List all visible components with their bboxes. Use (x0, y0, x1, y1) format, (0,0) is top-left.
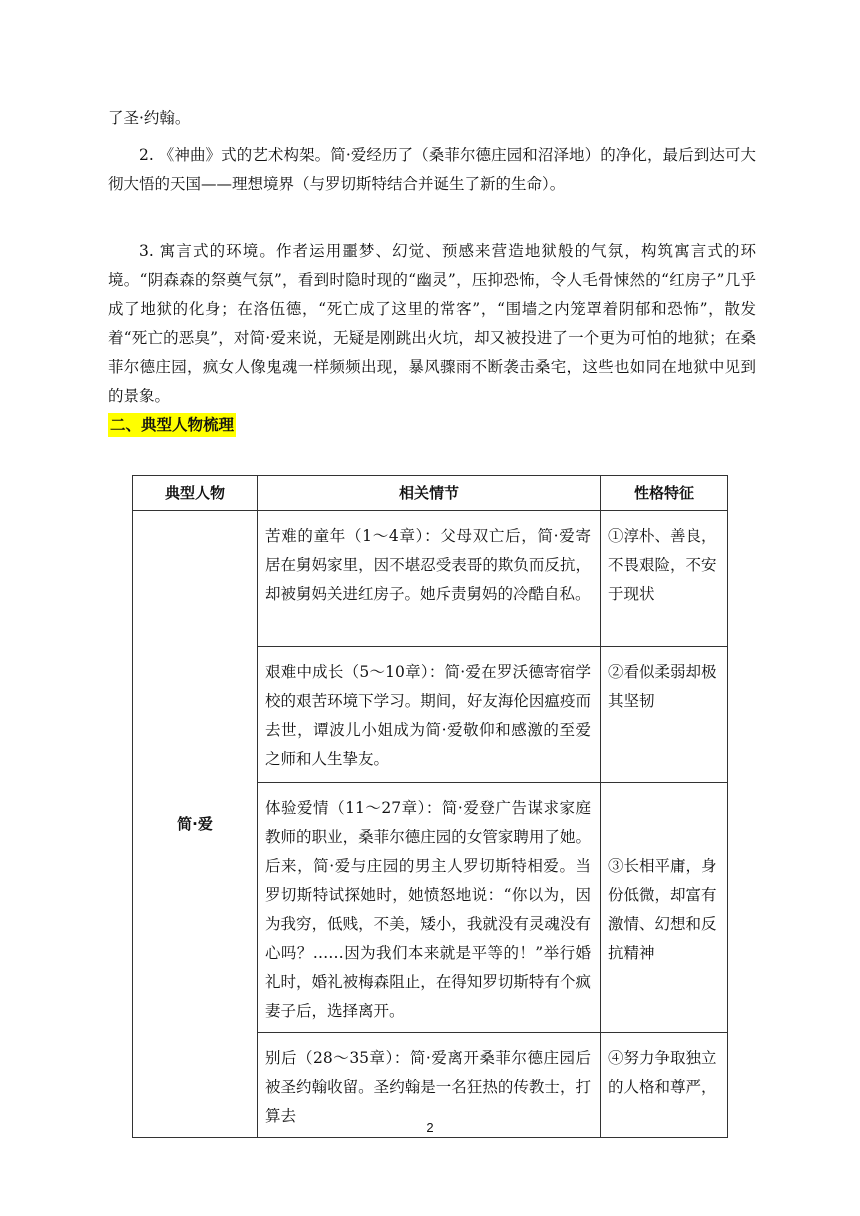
trait-cell: ③长相平庸，身份低微，却富有激情、幻想和反抗精神 (601, 783, 728, 1033)
header-traits: 性格特征 (601, 476, 728, 511)
paragraph-1: 了圣·约翰。 (108, 109, 191, 127)
page-number: 2 (426, 1120, 434, 1135)
plot-cell: 体验爱情（11～27章）：简·爱登广告谋求家庭教师的职业，桑菲尔德庄园的女管家聘用了她。后来，简·爱与庄园的男主人罗切斯特相爱。当罗切斯特试探她时，她愤怒地说：“你以为，因为我穷，低贱，不美，矮小，我就没有灵魂没有心吗？……因为我们本来就是平等的！”举行婚礼时，婚礼被梅森阻止，在得知罗切斯特有个疯妻子后，选择离开。 (258, 783, 601, 1033)
trait-cell: ①淳朴、善良，不畏艰险，不安于现状 (601, 511, 728, 647)
trait-cell: ②看似柔弱却极其坚韧 (601, 647, 728, 783)
trait-cell: ④努力争取独立的人格和尊严， (601, 1033, 728, 1138)
character-name: 简·爱 (133, 511, 258, 1138)
header-character: 典型人物 (133, 476, 258, 511)
character-table (132, 475, 728, 1138)
plot-cell: 苦难的童年（1～4章）：父母双亡后，简·爱寄居在舅妈家里，因不堪忍受表哥的欺负而反抗，却被舅妈关进红房子。她斥责舅妈的冷酷自私。 (258, 511, 601, 647)
table-header-row (133, 476, 728, 511)
paragraph-2: 2. 《神曲》式的艺术构架。简·爱经历了（桑菲尔德庄园和沼泽地）的净化，最后到达可大彻大悟的天国——理想境界（与罗切斯特结合并诞生了新的生命）。 (108, 146, 756, 193)
plot-cell: 别后（28～35章）：简·爱离开桑菲尔德庄园后被圣约翰收留。圣约翰是一名狂热的传教士，打算去 (258, 1033, 601, 1138)
plot-cell: 艰难中成长（5～10章）：简·爱在罗沃德寄宿学校的艰苦环境下学习。期间，好友海伦因瘟疫而去世，谭波儿小姐成为简·爱敬仰和感激的至爱之师和人生挚友。 (258, 647, 601, 783)
header-plot: 相关情节 (258, 476, 601, 511)
paragraph-3: 3. 寓言式的环境。作者运用噩梦、幻觉、预感来营造地狱般的气氛，构筑寓言式的环境。“阴森森的祭奠气氛”，看到时隐时现的“幽灵”，压抑恐怖，令人毛骨悚然的“红房子”几乎成了地狱的化身；在洛伍德，“死亡成了这里的常客”，“围墙之内笼罩着阴郁和恐怖”，散发着“死亡的恶臭”，对简·爱来说，无疑是刚跳出火坑，却又被投进了一个更为可怕的地狱；在桑菲尔德庄园，疯女人像鬼魂一样频频出现，暴风骤雨不断袭击桑宅，这些也如同在地狱中见到的景象。 (108, 242, 756, 405)
section-heading: 二、典型人物梳理 (108, 413, 236, 437)
table-row (133, 511, 728, 647)
